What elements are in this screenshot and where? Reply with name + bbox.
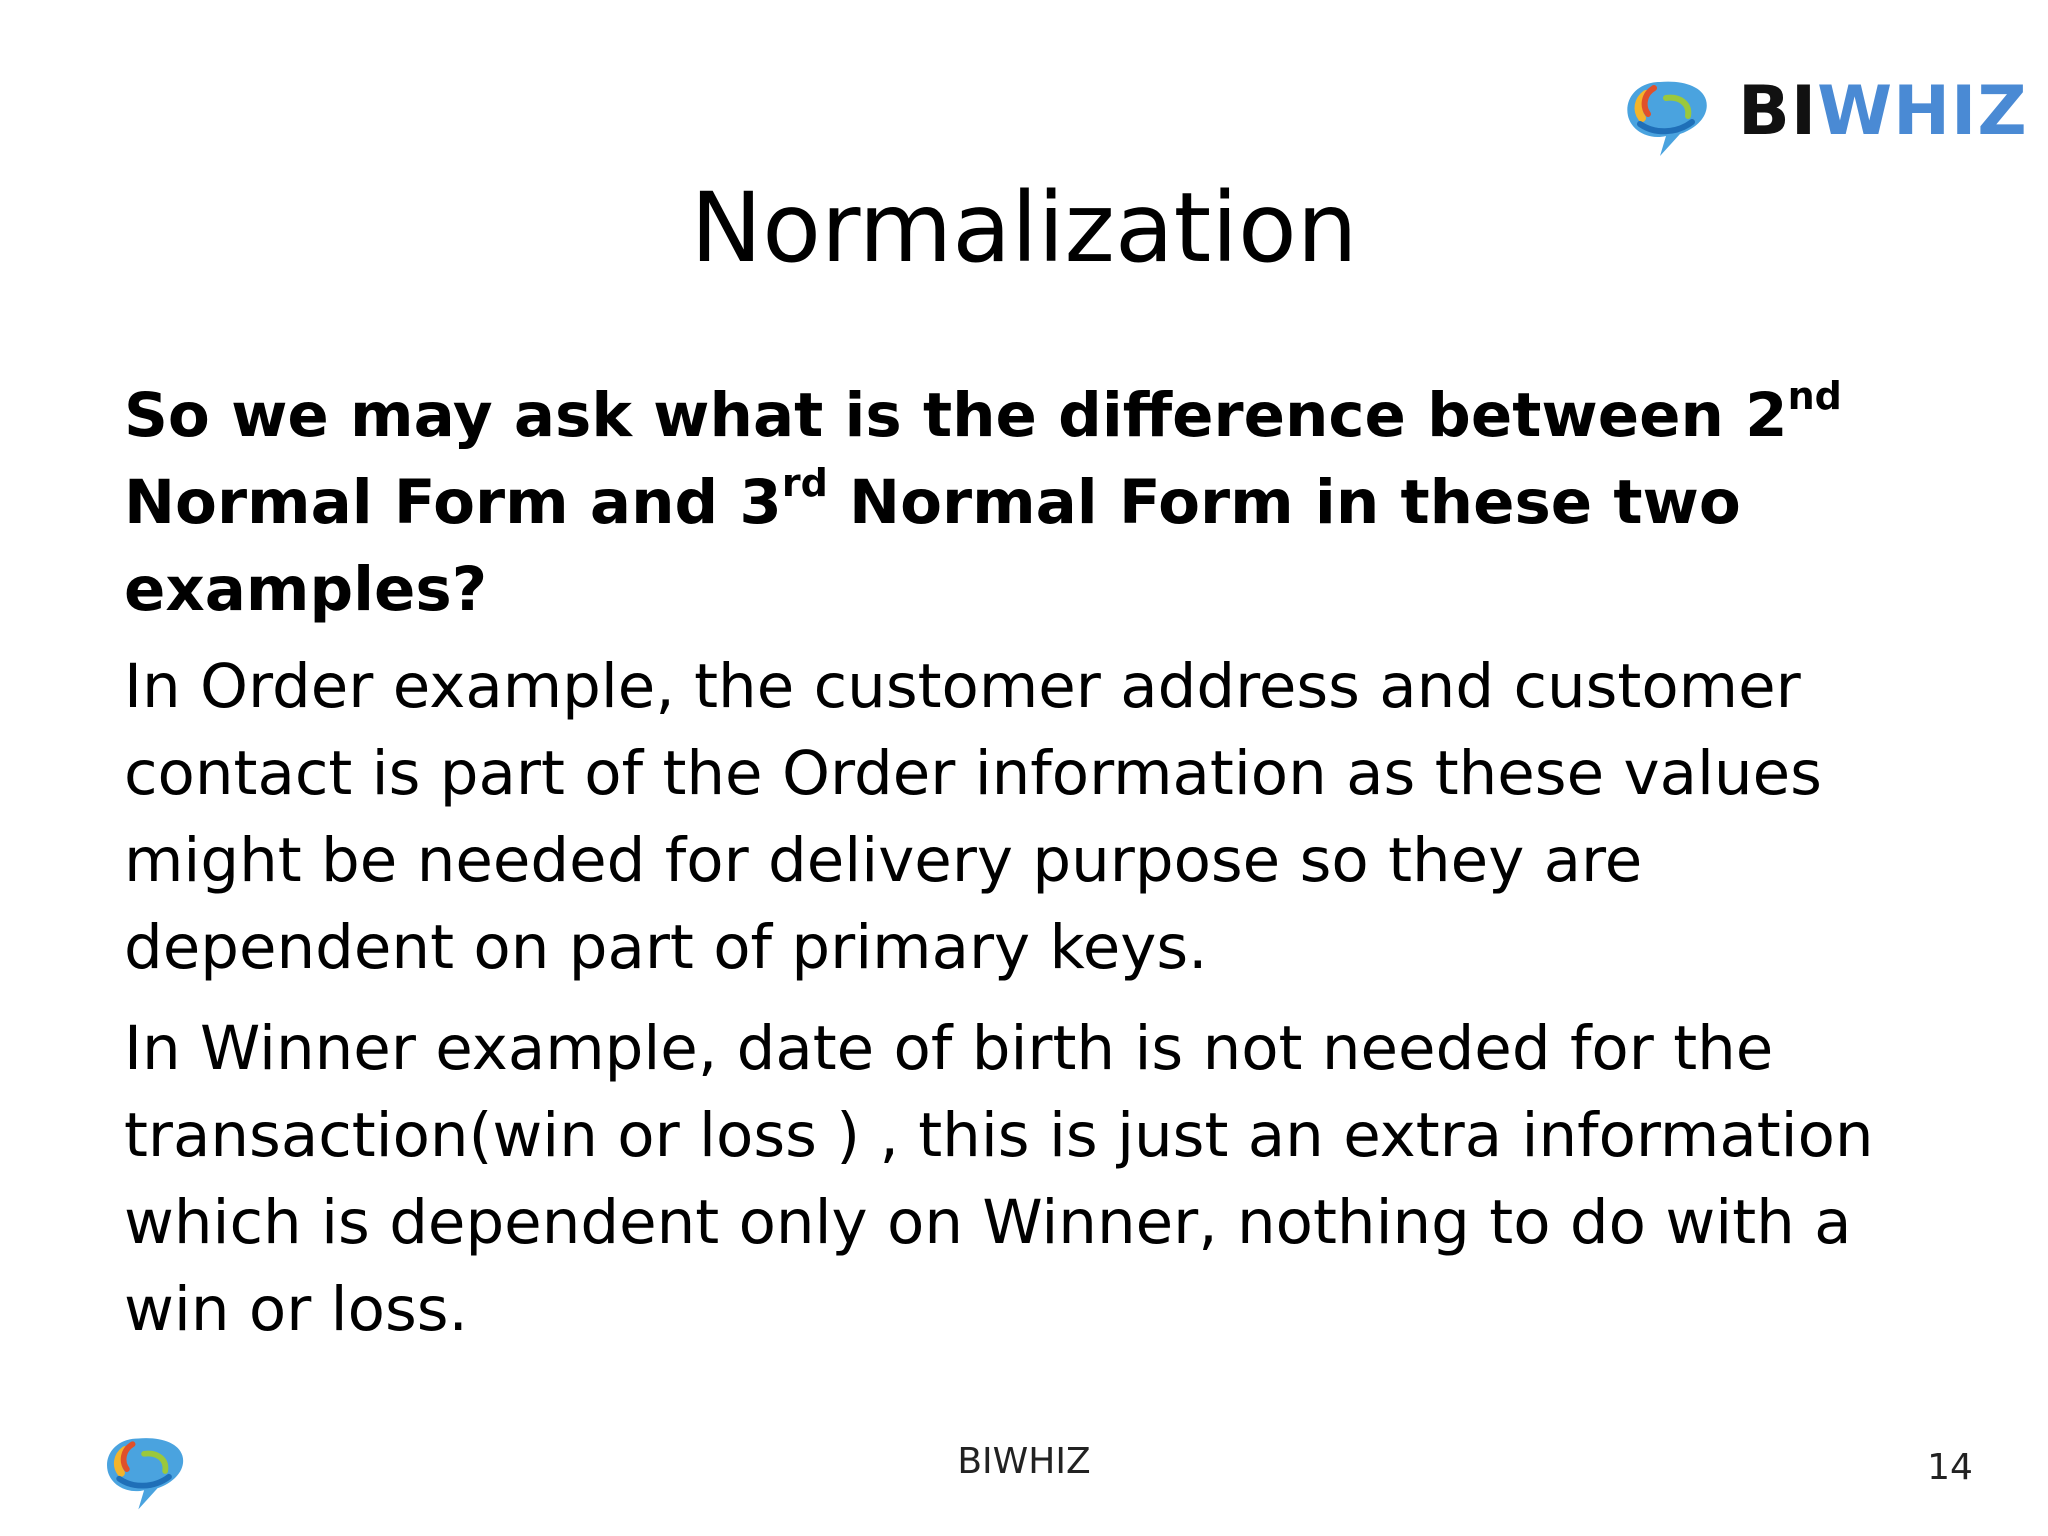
paragraph-order-example: In Order example, the customer address and customer contact is part of the Order information as these values might be needed for delivery purpose so they are dependent on part of primary keys. xyxy=(124,651,1822,983)
slide-title: Normalization xyxy=(690,172,1358,284)
header-logo xyxy=(1620,72,2028,162)
ordinal-suffix-nd: nd xyxy=(1787,373,1842,418)
slide-body xyxy=(124,372,1974,1367)
logo-text-whiz: WHIZ xyxy=(1817,72,2028,151)
question-part-3: Normal Form in these two examples? xyxy=(124,467,1741,625)
brand-logo-text xyxy=(1738,72,2028,152)
biwhiz-logo-icon xyxy=(1620,74,1716,160)
question-part-1: So we may ask what is the difference between 2 xyxy=(124,380,1788,451)
paragraph-winner-example: In Winner example, date of birth is not needed for the transaction(win or loss ) , this is just an extra information which is dependent only on Winner, nothing to do with a win or loss. xyxy=(124,1013,1874,1345)
question-part-2: Normal Form and 3 xyxy=(124,467,782,538)
page-number: 14 xyxy=(1927,1447,1973,1488)
footer-brand-text: BIWHIZ xyxy=(957,1441,1091,1482)
question-text xyxy=(124,372,1974,633)
ordinal-suffix-rd: rd xyxy=(781,460,828,505)
logo-text-bi: BI xyxy=(1738,72,1818,151)
